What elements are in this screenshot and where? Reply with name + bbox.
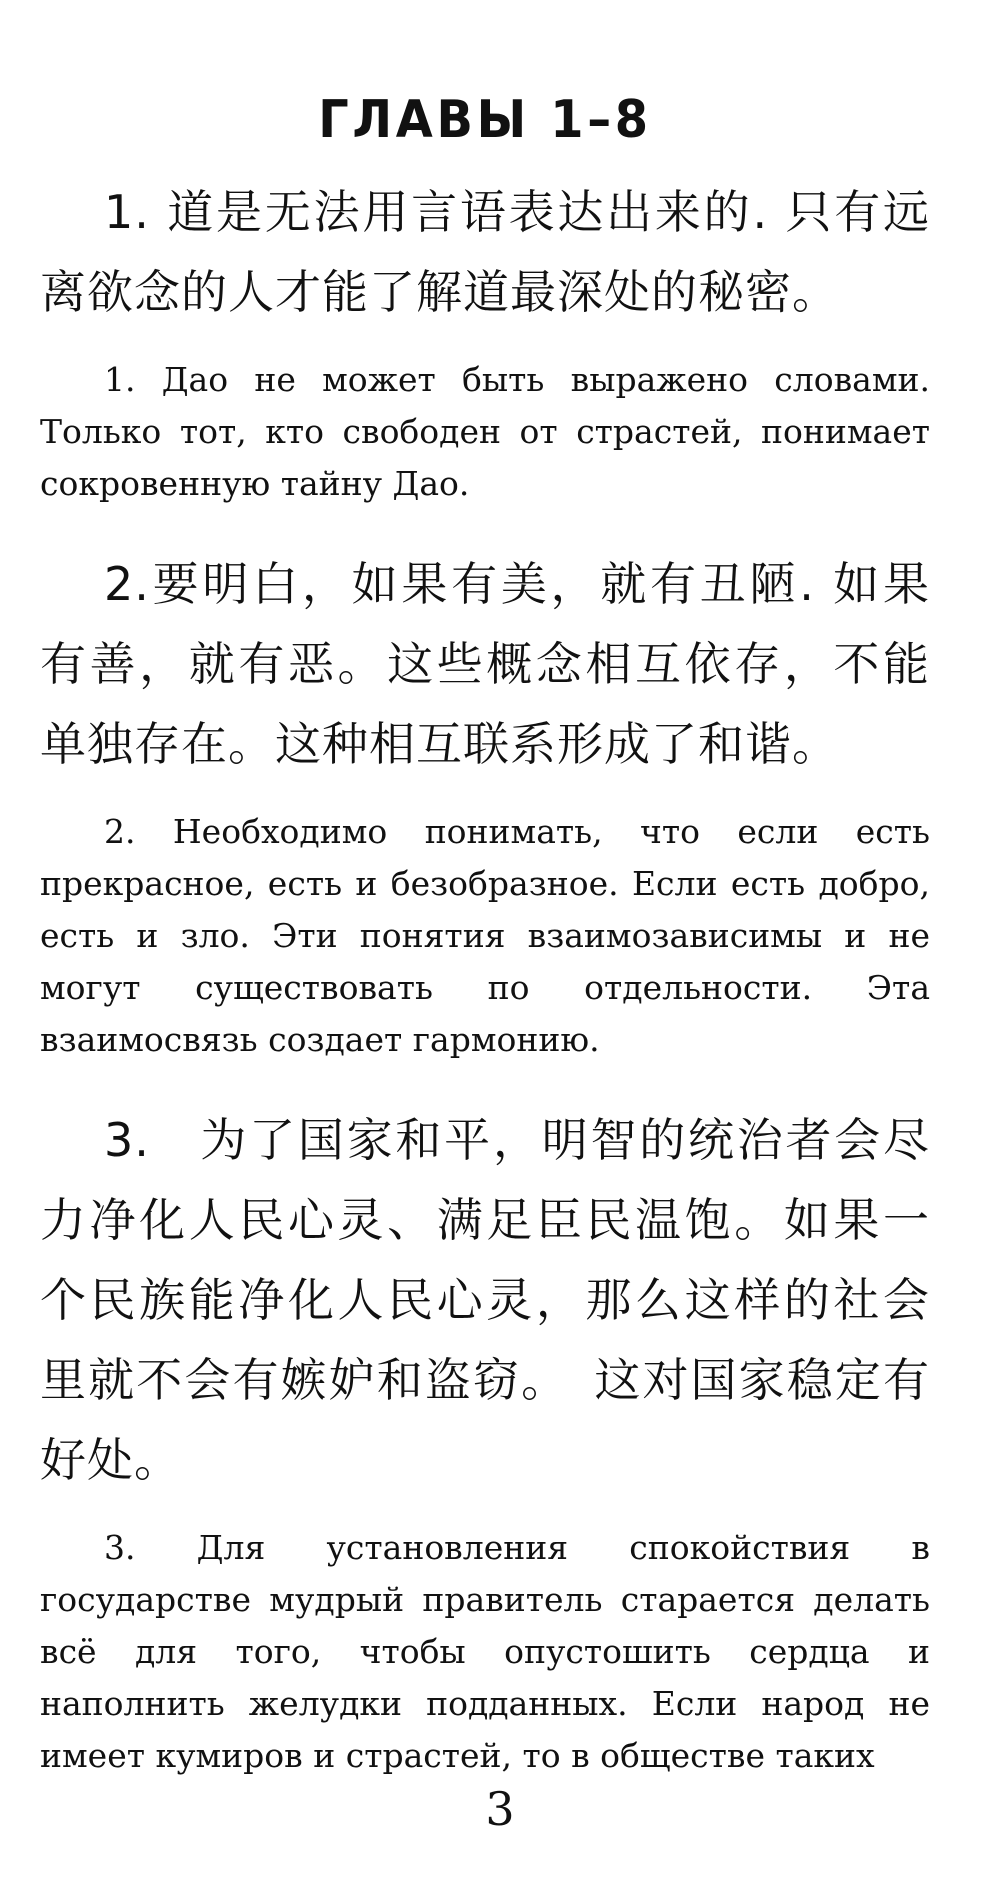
paragraph-1-chinese: 1. 道是无法用言语表达出来的. 只有远离欲念的人才能了解道最深处的秘密。 <box>40 185 930 319</box>
paragraph-3-chinese: 3. 为了国家和平，明智的统治者会尽力净化人民心灵、满足臣民温饱。如果一个民族能净化人民心灵，那么这样的社会里就不会有嫉妒和盗窃。 这对国家稳定有好处。 <box>40 1113 930 1487</box>
paragraph-1-russian: 1. Дао не может быть выражено словами. Только тот, кто свободен от страстей, понимает сокровенную тайну Дао. <box>40 360 930 503</box>
paragraph-2-russian: 2. Необходимо понимать, что если есть прекрасное, есть и безобразное. Если есть добро, есть и зло. Эти понятия взаимозависимы и не могут существовать по отдельности. Эта взаимосвязь создает гармонию. <box>40 812 930 1059</box>
paragraph-2-chinese: 2.要明白，如果有美，就有丑陋. 如果有善，就有恶。这些概念相互依存，不能单独存在。这种相互联系形成了和谐。 <box>40 557 930 771</box>
page-number: 3 <box>485 1782 515 1836</box>
paragraph-3-russian: 3. Для установления спокойствия в государстве мудрый правитель старается делать всё для того, чтобы опустошить сердца и наполнить желудки подданных. Если народ не имеет кумиров и страстей, то в обществе таких <box>40 1528 930 1775</box>
chapter-title: ГЛАВЫ 1–8 <box>318 90 652 150</box>
page-content <box>40 80 930 1782</box>
